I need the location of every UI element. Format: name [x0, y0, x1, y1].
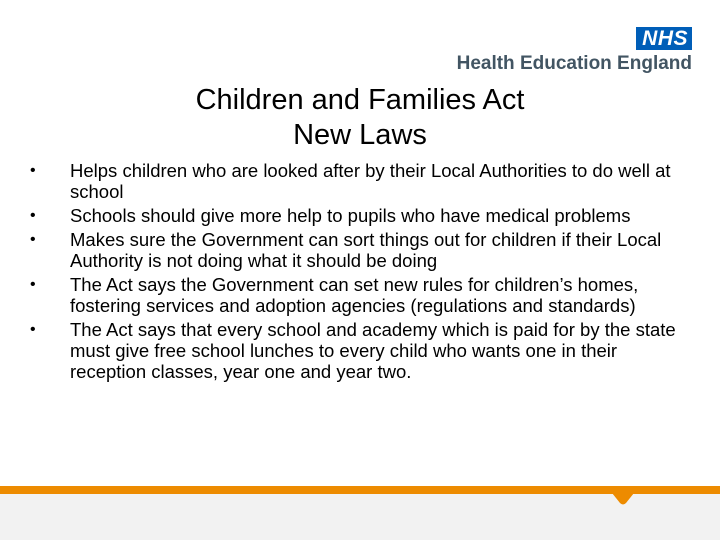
bullet-list: [28, 160, 688, 385]
bullet-text: Helps children who are looked after by their Local Authorities to do well at school: [70, 160, 671, 202]
bullet-icon: •: [30, 276, 36, 293]
bullet-item: [28, 229, 688, 271]
bullet-item: [28, 319, 688, 382]
bullet-text: Schools should give more help to pupils who have medical problems: [70, 205, 631, 226]
bullet-text: The Act says the Government can set new rules for children’s homes, fostering services and adoption agencies (regulations and standards): [70, 274, 639, 316]
organisation-name: Health Education England: [456, 53, 692, 74]
bullet-item: [28, 274, 688, 316]
footer-notch-shape: [612, 493, 634, 506]
bullet-icon: •: [30, 321, 36, 338]
slide-title: [60, 83, 660, 153]
slide-title-line-1: Children and Families Act: [195, 84, 525, 116]
bullet-text: Makes sure the Government can sort things out for children if their Local Authority is not doing what it should be doing: [70, 229, 662, 271]
bullet-icon: •: [30, 162, 36, 179]
nhs-logo: [457, 27, 692, 75]
bullet-text: The Act says that every school and academy which is paid for by the state must give free school lunches to every child who wants one in their reception classes, year one and year two.: [70, 319, 676, 382]
bullet-item: [28, 160, 688, 202]
bullet-item: [28, 205, 688, 226]
bullet-icon: •: [30, 207, 36, 224]
nhs-badge: NHS: [636, 27, 692, 50]
slide-title-line-2: New Laws: [293, 119, 427, 151]
bullet-icon: •: [30, 231, 36, 248]
